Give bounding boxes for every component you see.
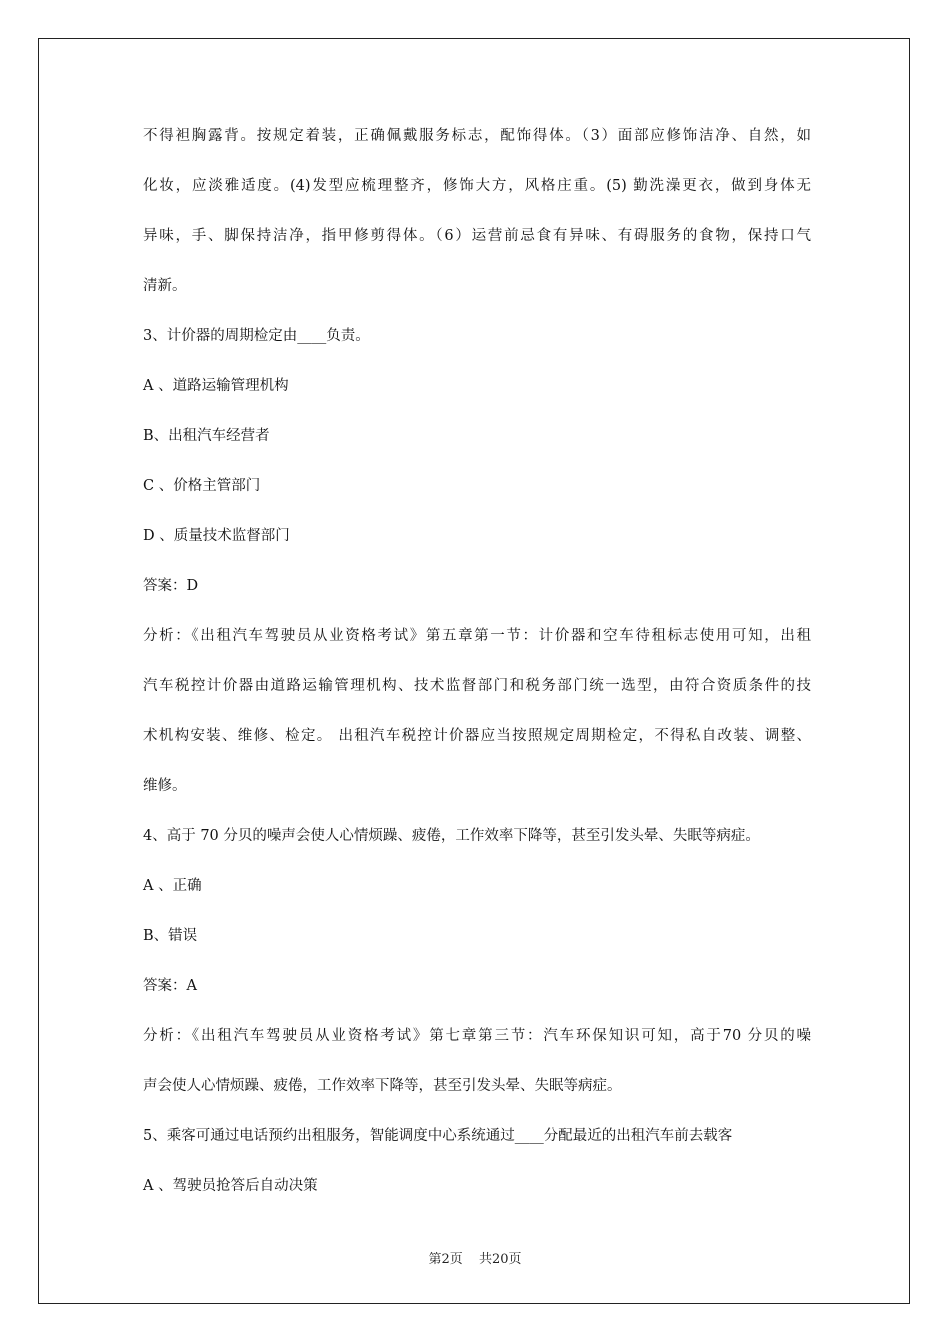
analysis-line: 声会使人心情烦躁、疲倦，工作效率下降等，甚至引发头晕、失眠等病症。 [143,1078,622,1094]
document-body [143,126,811,1196]
analysis-line: 分析：《出租汽车驾驶员从业资格考试》第五章第一节：计价器和空车待租标志使用可知，出租 [143,628,811,644]
option-c: C 、价格主管部门 [143,478,261,494]
page-number: 第2页 [428,1252,463,1267]
option-a: A 、正确 [143,878,202,894]
question-4: 4、高于 70 分贝的噪声会使人心情烦躁、疲倦，工作效率下降等，甚至引发头晕、失眠等病症。 [143,828,760,844]
answer: 答案：D [143,578,199,594]
option-a: A 、驾驶员抢答后自动决策 [143,1178,318,1194]
question-5: 5、乘客可通过电话预约出租服务，智能调度中心系统通过____分配最近的出租汽车前去载客 [143,1128,733,1144]
analysis-line: 汽车税控计价器由道路运输管理机构、技术监督部门和税务部门统一选型，由符合资质条件的技 [143,678,811,694]
option-d: D 、质量技术监督部门 [143,528,290,544]
analysis-line: 维修。 [143,778,187,794]
text-line: 清新。 [143,278,187,294]
option-b: B、错误 [143,928,198,944]
page-footer [0,1248,950,1267]
question-3: 3、计价器的周期检定由____负责。 [143,328,370,344]
answer: 答案：A [143,978,197,994]
text-line: 化妆，应淡雅适度。(4)发型应梳理整齐，修饰大方，风格庄重。(5) 勤洗澡更衣，做到身体无 [143,178,811,194]
text-line: 不得袒胸露背。按规定着装，正确佩戴服务标志，配饰得体。（3）面部应修饰洁净、自然，如 [143,128,811,144]
text-line: 异味，手、脚保持洁净，指甲修剪得体。（6）运营前忌食有异味、有碍服务的食物，保持口气 [143,228,811,244]
option-b: B、出租汽车经营者 [143,428,270,444]
analysis-line: 分析：《出租汽车驾驶员从业资格考试》第七章第三节：汽车环保知识可知，高于70 分贝的噪 [143,1028,811,1044]
page-total: 共20页 [478,1252,522,1267]
analysis-line: 术机构安装、维修、检定。 出租汽车税控计价器应当按照规定周期检定，不得私自改装、调整、 [143,728,811,744]
option-a: A 、道路运输管理机构 [143,378,289,394]
